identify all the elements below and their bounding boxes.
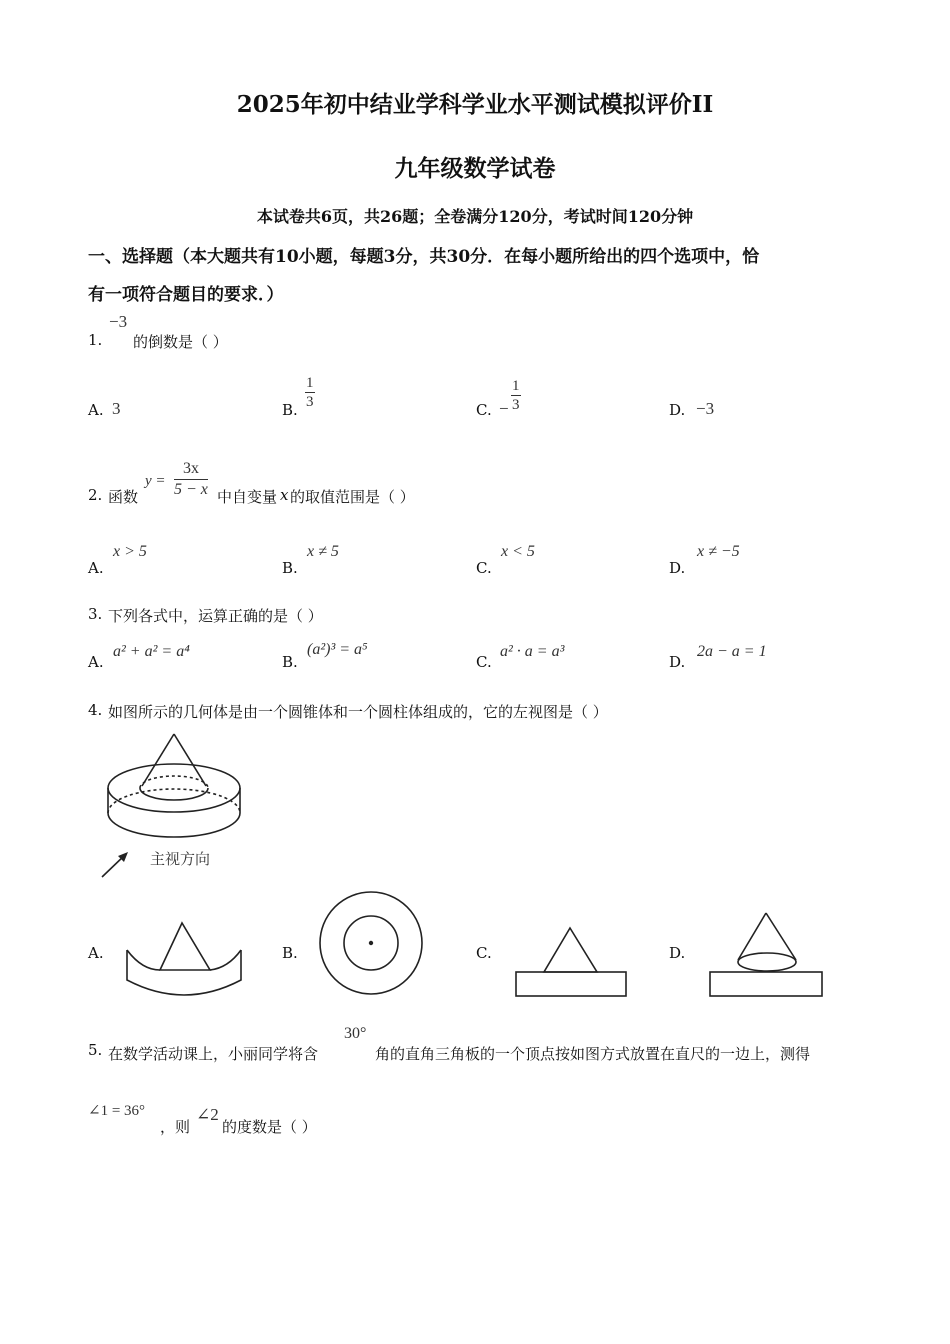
q4-direction-arrow-icon	[100, 850, 132, 880]
q4-option-d-figure	[707, 910, 825, 998]
q5-text-d: 的度数是（ ）	[222, 1118, 317, 1136]
q4-option-a-label: A.	[88, 944, 104, 962]
q3-option-a-value: a² + a² = a⁴	[113, 643, 190, 660]
q1-text: 的倒数是（ ）	[133, 333, 228, 351]
q4-direction-label: 主视方向	[150, 850, 211, 868]
q4-option-b-figure	[318, 890, 424, 996]
q5-text-b: 角的直角三角板的一个顶点按如图方式放置在直尺的一边上，测得	[375, 1045, 811, 1063]
q4-option-a-figure	[124, 920, 244, 1000]
q4-solid-figure	[100, 728, 250, 840]
q2-number: 2.	[88, 486, 103, 504]
q5-number: 5.	[88, 1041, 103, 1059]
q2-text-a: 中自变量	[217, 488, 278, 506]
q3-option-a-label: A.	[88, 653, 104, 671]
q3-option-c-value: a² · a = a³	[500, 643, 565, 660]
q2-option-b-value: x ≠ 5	[307, 543, 339, 560]
q2-func-numerator: 3x	[174, 459, 208, 480]
q5-angle-30: 30°	[344, 1025, 367, 1042]
exam-info: 本试卷共6页，共26题；全卷满分120分，考试时间120分钟	[256, 207, 694, 226]
q2-func-denominator: 5 − x	[174, 481, 208, 498]
exam-title: 2025年初中结业学科学业水平测试模拟评价II	[236, 91, 714, 118]
q3-option-d-value: 2a − a = 1	[697, 643, 767, 660]
q3-option-b-label: B.	[282, 653, 298, 671]
section-heading-line2: 有一项符合题目的要求．）	[88, 285, 284, 305]
q4-option-c-figure	[513, 925, 629, 998]
q1-option-b-numerator: 1	[306, 375, 314, 391]
q1-expr: −3	[109, 312, 128, 331]
q2-text-b: 的取值范围是（ ）	[290, 488, 415, 506]
q1-option-c-numerator: 1	[512, 378, 520, 394]
q1-option-c-label: C.	[476, 401, 492, 419]
q5-angle-2: ∠2	[196, 1105, 219, 1124]
q4-text: 如图所示的几何体是由一个圆锥体和一个圆柱体组成的，它的左视图是（ ）	[108, 703, 608, 721]
q1-option-d-label: D.	[669, 401, 686, 419]
q1-option-c-denominator: 3	[512, 397, 520, 413]
q5-text-a: 在数学活动课上，小丽同学将含	[108, 1045, 319, 1063]
q2-option-b-label: B.	[282, 559, 298, 577]
q2-func-fraction	[174, 459, 208, 500]
q1-option-b-label: B.	[282, 401, 298, 419]
q2-option-d-label: D.	[669, 559, 686, 577]
q4-number: 4.	[88, 701, 103, 719]
q1-option-b-fraction	[305, 374, 315, 411]
section-heading-line1: 一、选择题（本大题共有10小题，每题3分，共30分．在每小题所给出的四个选项中，恰	[88, 247, 760, 267]
q2-option-c-value: x < 5	[501, 543, 535, 560]
q3-option-d-label: D.	[669, 653, 686, 671]
q1-number: 1.	[88, 331, 103, 349]
q3-option-b-value: (a²)³ = a⁵	[307, 641, 368, 658]
q1-option-c-sign: −	[499, 399, 509, 418]
q1-option-d-value: −3	[696, 399, 715, 418]
q2-option-c-label: C.	[476, 559, 492, 577]
q5-angle-1: ∠1 = 36°	[88, 1103, 146, 1119]
q1-option-c-fraction	[511, 377, 521, 414]
q1-option-a-label: A.	[88, 401, 104, 419]
q2-option-a-value: x > 5	[113, 543, 147, 560]
q2-option-a-label: A.	[88, 559, 104, 577]
q5-text-c: ，则	[160, 1118, 191, 1136]
q2-func-lhs: y =	[145, 473, 166, 489]
q4-option-c-label: C.	[476, 944, 492, 962]
q2-option-d-value: x ≠ −5	[697, 543, 740, 560]
exam-subtitle: 九年级数学试卷	[394, 155, 556, 182]
q1-option-a-value: 3	[112, 399, 121, 418]
q3-number: 3.	[88, 605, 103, 623]
q3-option-c-label: C.	[476, 653, 492, 671]
q2-var: x	[280, 486, 289, 504]
q4-option-b-label: B.	[282, 944, 298, 962]
q3-text: 下列各式中，运算正确的是（ ）	[108, 607, 323, 625]
q4-option-d-label: D.	[669, 944, 686, 962]
q2-pre: 函数	[108, 488, 139, 506]
q1-option-b-denominator: 3	[306, 394, 314, 410]
